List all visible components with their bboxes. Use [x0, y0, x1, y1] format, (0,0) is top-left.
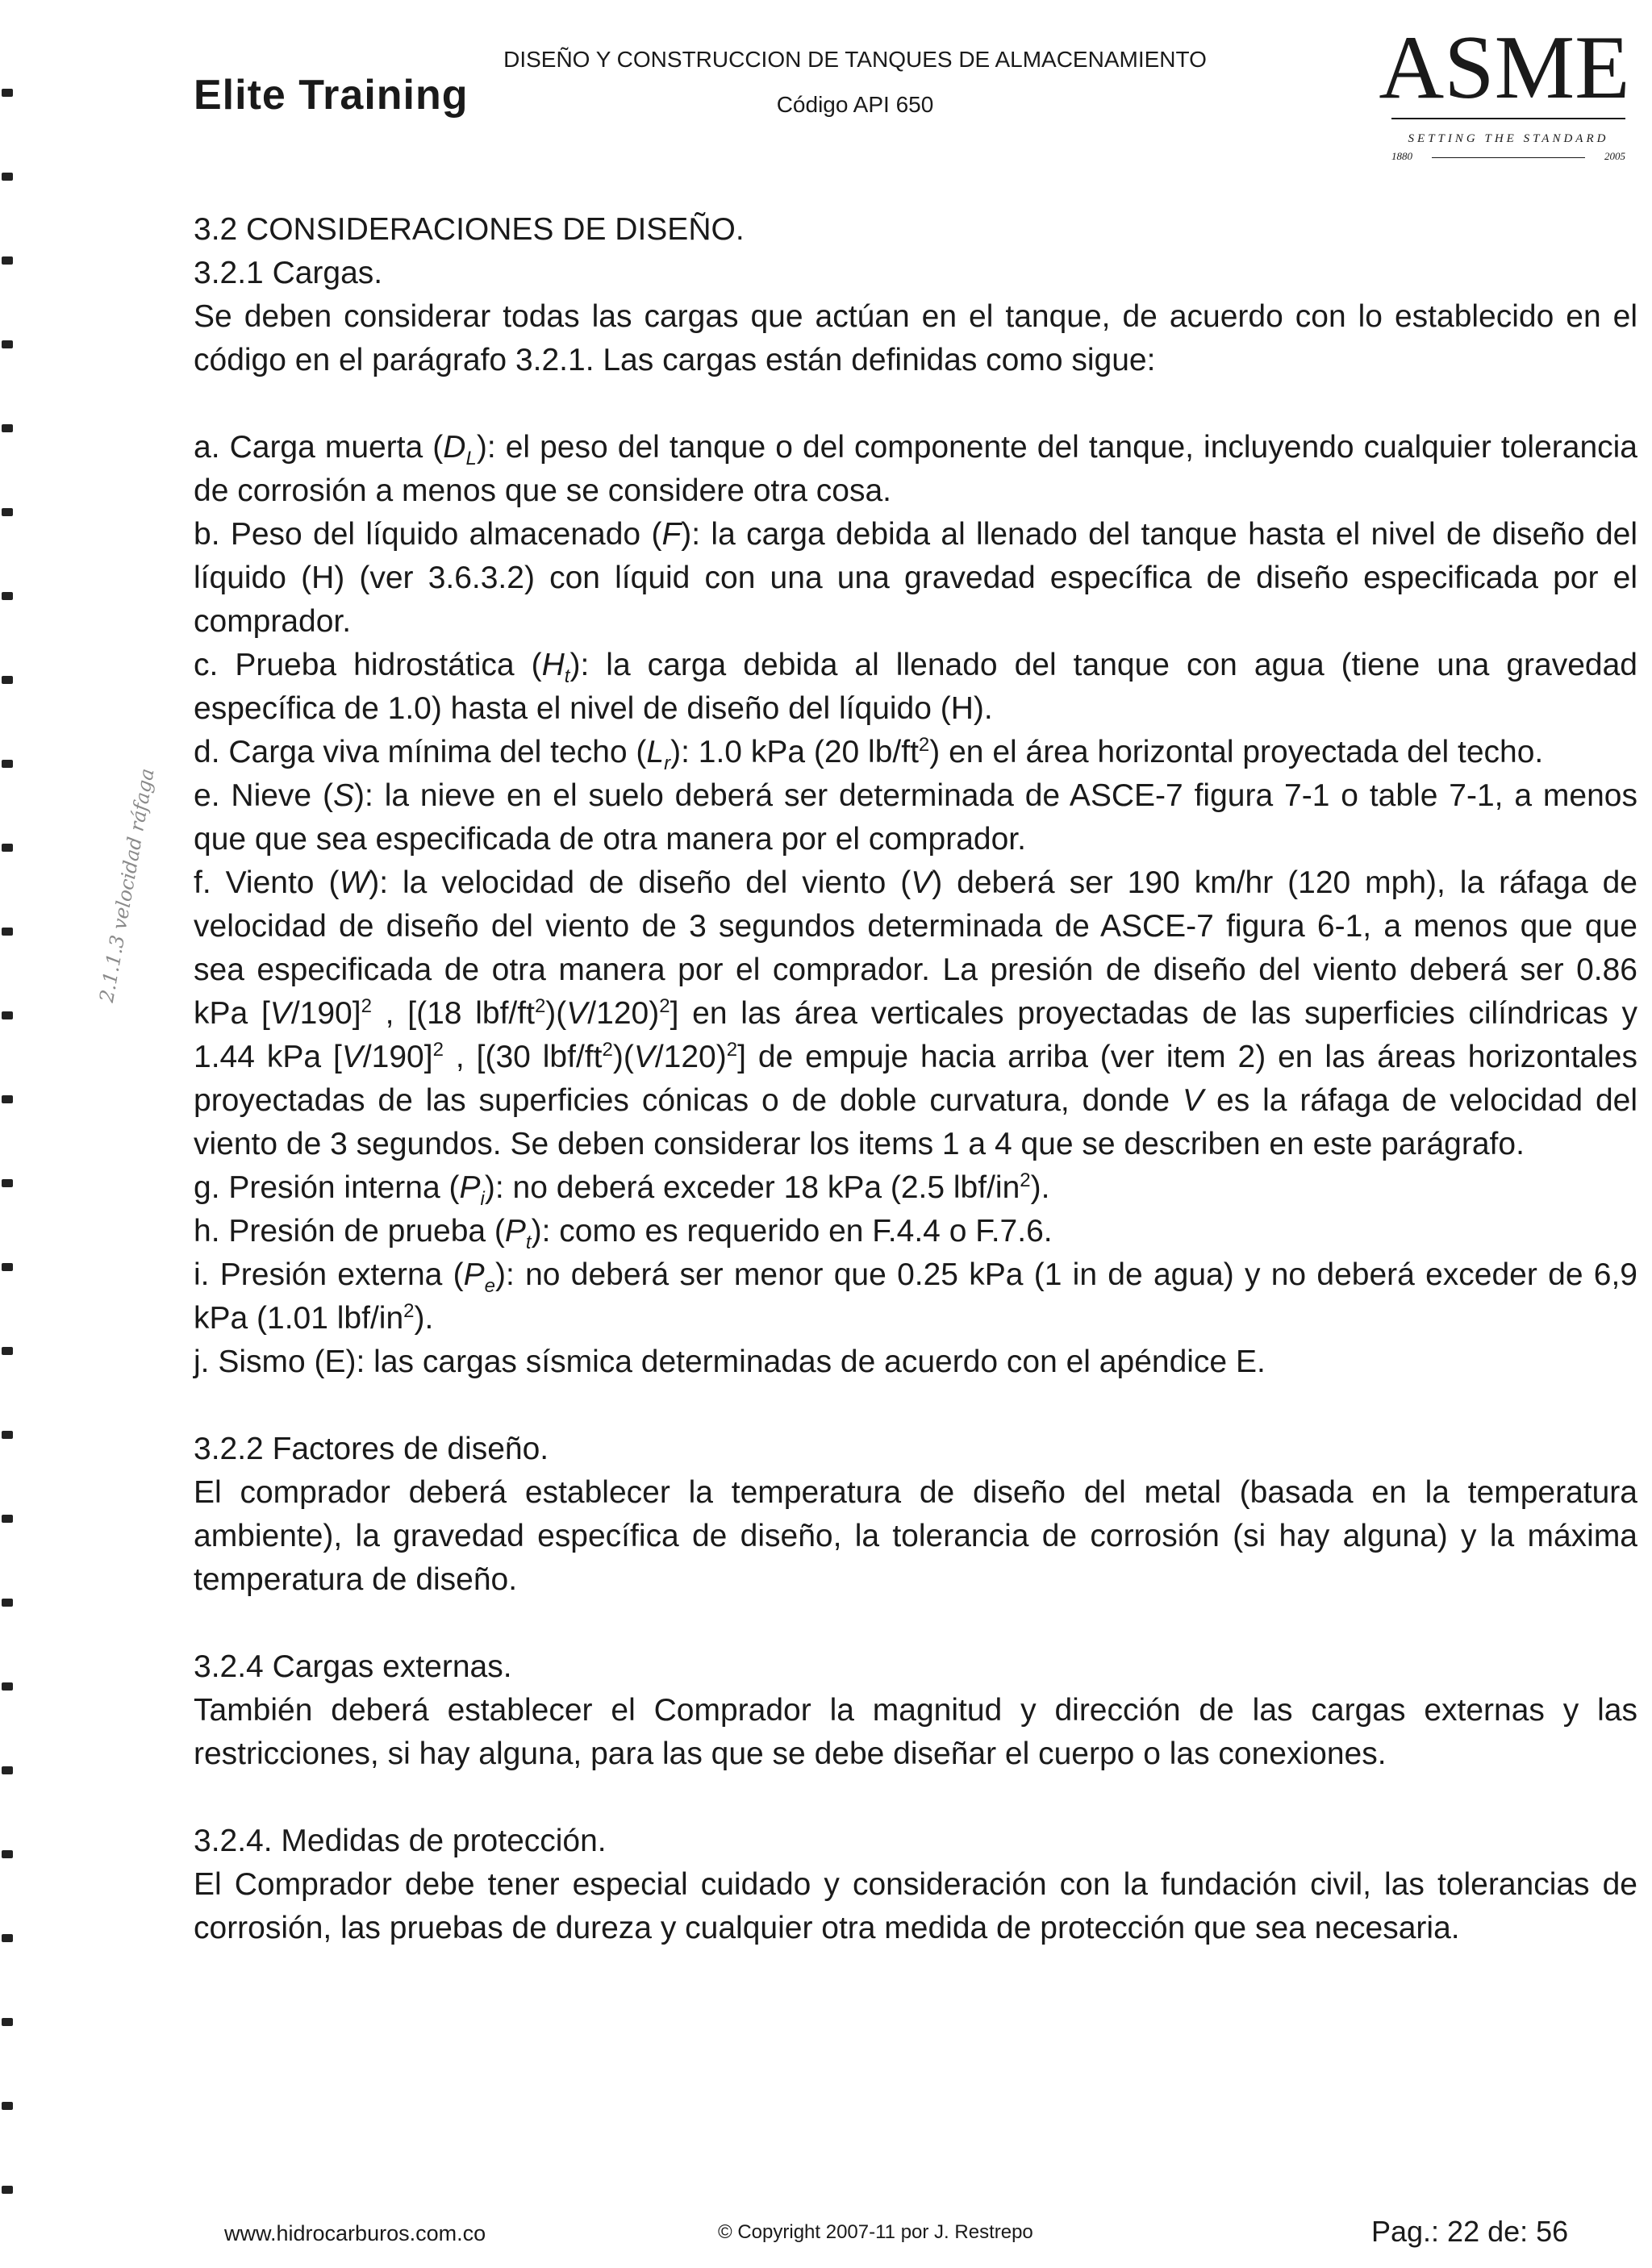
load-item-d: d. Carga viva mínima del techo $(L_r)$: 1.0 kPa (20 $lb/ft^2$) en el área horizontal proyectada del techo.: [194, 734, 1544, 774]
binding-mark: [2, 2018, 13, 2026]
footer-copyright: © Copyright 2007-11 por J. Restrepo: [718, 2221, 1033, 2243]
load-item-f: f. Viento (W): la velocidad de diseño del viento (V) deberá ser 190 km/hr (120 mph), la ráfaga de velocidad de diseño del viento de 3 segundos determinada de ASCE-7 figura 6-1, a menos que que sea especificada de otra manera por el comprador. La presión de diseño del viento deberá ser 0.86 kPa $[V/190]^2$ , [(18 lbf/$ft^2)(V/120)^2$] en las área verticales proyectadas de las superficies cilíndricas y 1.44 kPa $[V/190]^2$ , [(30 lbf/$ft^2)(V/120)^2$] de empuje hacia arriba (ver item 2) en las áreas horizontales proyectadas de las superficies cónicas o de doble curvatura, donde V es la ráfaga de velocidad del viento de 3 segundos. Se deben considerar los items 1 a 4 que se describen en este parágrafo.: [194, 865, 1638, 1161]
page-footer: [0, 2210, 1652, 2258]
section-heading: 3.2 CONSIDERACIONES DE DISEÑO.: [194, 212, 745, 247]
binding-mark: [2, 1934, 13, 1942]
document-body: [194, 208, 1637, 1950]
binding-mark: [2, 1599, 13, 1607]
load-item-e: e. Nieve (S): la nieve en el suelo deberá ser determinada de ASCE-7 figura 7-1 o table 7-1, a menos que que sea especificada de otra manera por el comprador.: [194, 778, 1637, 857]
load-item-g: g. Presión interna $(P_i)$: no deberá exceder 18 kPa (2.5 lbf/$in^2$).: [194, 1169, 1050, 1210]
binding-mark: [2, 424, 13, 432]
binding-mark: [2, 1850, 13, 1858]
binding-mark: [2, 1515, 13, 1523]
binding-mark: [2, 2186, 13, 2194]
design-factors-text: El comprador deberá establecer la temperatura de diseño del metal (basada en la temperatura ambiente), la gravedad específica de diseño, la tolerancia de corrosión (si hay alguna) y la máxima temperatura de diseño.: [194, 1475, 1637, 1597]
binding-mark: [2, 844, 13, 852]
binding-mark: [2, 1347, 13, 1355]
binding-mark: [2, 1766, 13, 1774]
binding-mark: [2, 676, 13, 684]
binding-mark: [2, 928, 13, 936]
binding-mark: [2, 592, 13, 600]
page-header: [0, 0, 1652, 177]
document-code: Código API 650: [776, 92, 934, 117]
spiral-binding: [0, 0, 32, 2268]
binding-mark: [2, 1263, 13, 1271]
binding-mark: [2, 2102, 13, 2110]
logo-underline: [1391, 118, 1625, 119]
binding-mark: [2, 256, 13, 265]
asme-logo: [1371, 16, 1637, 161]
load-item-c: c. Prueba hidrostática $(H_t)$: la carga debida al llenado del tanque con agua (tiene una gravedad específica de 1.0) hasta el nivel de diseño del líquido (H).: [194, 648, 1637, 726]
binding-mark: [2, 760, 13, 768]
load-item-a: a. Carga muerta $(D_L)$: el peso del tanque o del componente del tanque, incluyendo cualquier tolerancia de corrosión a menos que se considere otra cosa.: [194, 430, 1637, 508]
footer-page-number: Pag.: 22 de: 56: [1371, 2215, 1569, 2248]
binding-mark: [2, 340, 13, 348]
protection-text: El Comprador debe tener especial cuidado y consideración con la fundación civil, las tolerancias de corrosión, las pruebas de dureza y cualquier otra medida de protección que sea necesaria.: [194, 1867, 1637, 1945]
logo-year-rule: [1432, 157, 1585, 158]
logo-tagline: SETTING THE STANDARD: [1408, 132, 1609, 145]
load-item-i: i. Presión externa $(P_e)$: no deberá ser menor que 0.25 kPa (1 in de agua) y no deberá exceder de 6,9 kPa (1.01 lbf/$in^2$).: [194, 1257, 1637, 1336]
subsection-external-loads: 3.2.4 Cargas externas.: [194, 1649, 512, 1684]
loads-intro: Se deben considerar todas las cargas que actúan en el tanque, de acuerdo con lo establecido en el código en el parágrafo 3.2.1. Las cargas están definidas como sigue:: [194, 299, 1637, 377]
load-item-j: j. Sismo (E): las cargas sísmica determinadas de acuerdo con el apéndice E.: [194, 1345, 1266, 1379]
handwritten-margin-note: 2.1.1.3 velocidad ráfaga: [95, 766, 159, 1004]
binding-mark: [2, 1011, 13, 1019]
subsection-design-factors: 3.2.2 Factores de diseño.: [194, 1432, 549, 1466]
document-title: DISEÑO Y CONSTRUCCION DE TANQUES DE ALMACENAMIENTO: [503, 47, 1207, 72]
binding-mark: [2, 1095, 13, 1103]
binding-mark: [2, 1431, 13, 1439]
subsection-protection: 3.2.4. Medidas de protección.: [194, 1824, 607, 1858]
binding-mark: [2, 508, 13, 516]
subsection-loads: 3.2.1 Cargas.: [194, 256, 383, 290]
asme-logo-mark: ASME: [1379, 18, 1630, 118]
load-item-b: b. Peso del líquido almacenado (F): la carga debida al llenado del tanque hasta el nivel de diseño del líquido (H) (ver 3.6.3.2) con líquid con una una gravedad específica de diseño especificada por el comprador.: [194, 517, 1637, 639]
external-loads-text: También deberá establecer el Comprador la magnitud y dirección de las cargas externas y las restricciones, si hay alguna, para las que se debe diseñar el cuerpo o las conexiones.: [194, 1693, 1637, 1771]
logo-year-start: 1880: [1391, 150, 1412, 162]
load-item-h: h. Presión de prueba $(P_t)$: como es requerido en F.4.4 o F.7.6.: [194, 1214, 1053, 1253]
footer-website: www.hidrocarburos.com.co: [224, 2221, 486, 2245]
logo-year-end: 2005: [1604, 150, 1625, 162]
brand-title: Elite Training: [194, 72, 469, 119]
binding-mark: [2, 1179, 13, 1187]
binding-mark: [2, 1682, 13, 1691]
